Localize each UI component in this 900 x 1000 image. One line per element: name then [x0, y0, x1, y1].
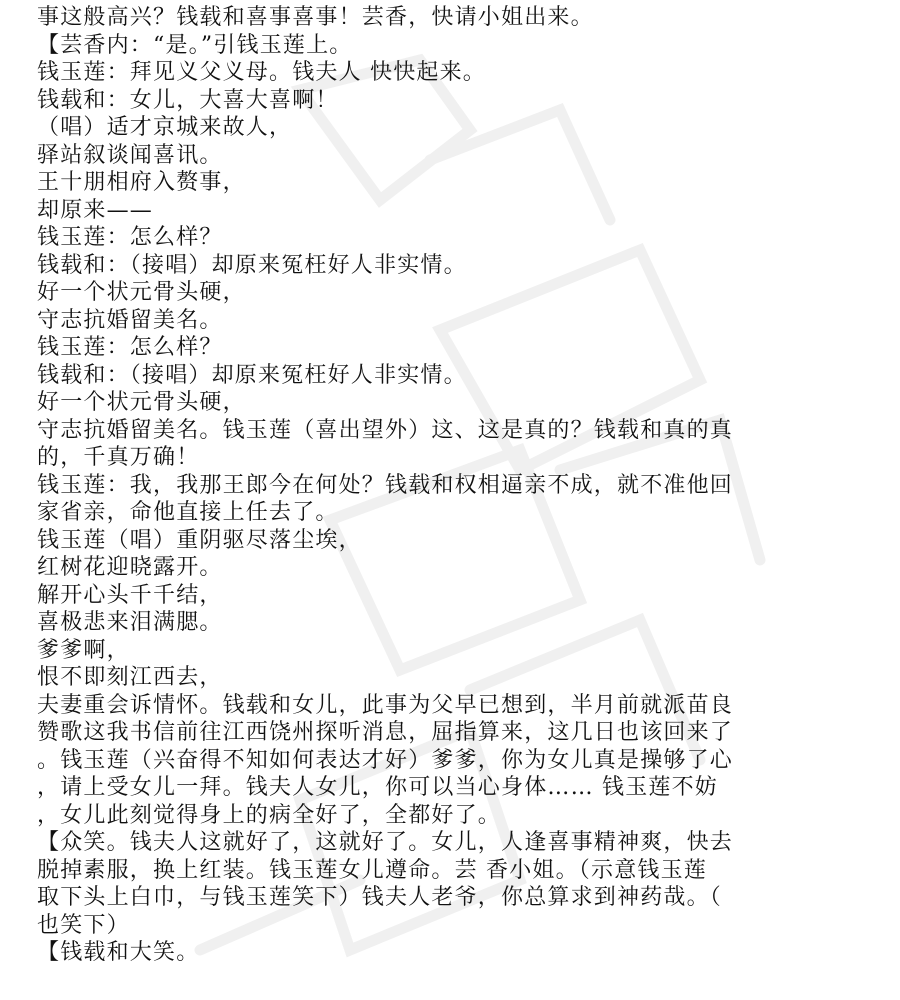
text-line: 恨不即刻江西去， — [37, 665, 223, 690]
text-line: 【钱载和大笑。 — [37, 940, 200, 965]
text-line: 守志抗婚留美名。钱玉莲（喜出望外）这、这是真的？钱载和真的真 — [37, 417, 734, 443]
text-line: 守志抗婚留美名。 — [37, 307, 223, 333]
text-line: 钱玉莲：怎么样？ — [37, 225, 223, 250]
text-line: 夫妻重会诉情怀。钱载和女儿，此事为父早已想到，半月前就派苗良 — [37, 692, 734, 718]
text-line: 钱玉莲：我，我那王郎今在何处？钱载和权相逼亲不成，就不准他回 — [37, 472, 734, 498]
text-line: 【众笑。钱夫人这就好了，这就好了。女儿，人逢喜事精神爽，快去 — [37, 830, 734, 855]
text-line: 喜极悲来泪满腮。 — [37, 610, 223, 635]
text-line: 钱玉莲（唱）重阴驱尽落尘埃， — [37, 527, 362, 553]
text-line: ，女儿此刻觉得身上的病全好了，全都好了。 — [37, 802, 502, 828]
text-line: 事这般高兴？钱载和喜事喜事！芸香，快请小姐出来。 — [37, 5, 594, 30]
text-line: 好一个状元骨头硬， — [37, 280, 246, 305]
text-line: 王十朋相府入赘事， — [37, 170, 246, 195]
text-line: 家省亲，命他直接上任去了。 — [37, 500, 339, 525]
text-line: 取下头上白巾，与钱玉莲笑下）钱夫人老爷，你总算求到神药哉。（ — [37, 885, 723, 910]
text-line: 。钱玉莲（兴奋得不知如何表达才好）爹爹，你为女儿真是操够了心 — [37, 747, 734, 773]
text-line: 钱载和：（接唱）却原来冤枉好人非实情。 — [37, 252, 467, 278]
text-line: 也笑下） — [37, 912, 130, 938]
text-line: 驿站叙谈闻喜讯。 — [37, 142, 223, 168]
text-line: 脱掉素服，换上红装。钱玉莲女儿遵命。芸 香小姐。（示意钱玉莲 — [37, 857, 707, 883]
text-line: 的，千真万确！ — [37, 445, 200, 470]
text-line: 却原来—— — [37, 197, 154, 223]
text-line: 钱载和：女儿，大喜大喜啊！ — [37, 87, 339, 113]
text-line: 爹爹啊， — [37, 637, 130, 663]
text-line: 【芸香内：“是。”引钱玉莲上。 — [37, 32, 353, 58]
text-line: 红树花迎晓露开。 — [37, 555, 223, 580]
text-line: （唱）适才京城来故人， — [37, 115, 293, 140]
text-line: 好一个状元骨头硬， — [37, 390, 246, 415]
text-line: 钱玉莲：拜见义父义母。钱夫人 快快起来。 — [37, 60, 486, 85]
script-text — [37, 4, 887, 967]
text-line: 钱载和：（接唱）却原来冤枉好人非实情。 — [37, 362, 467, 388]
text-line: 解开心头千千结， — [37, 582, 223, 608]
text-line: ，请上受女儿一拜。钱夫人女儿，你可以当心身体…… 钱玉莲不妨 — [37, 775, 718, 800]
text-line: 赞歌这我书信前往江西饶州探听消息，屈指算来，这几日也该回来了 — [37, 720, 734, 745]
text-line: 钱玉莲：怎么样？ — [37, 335, 223, 360]
